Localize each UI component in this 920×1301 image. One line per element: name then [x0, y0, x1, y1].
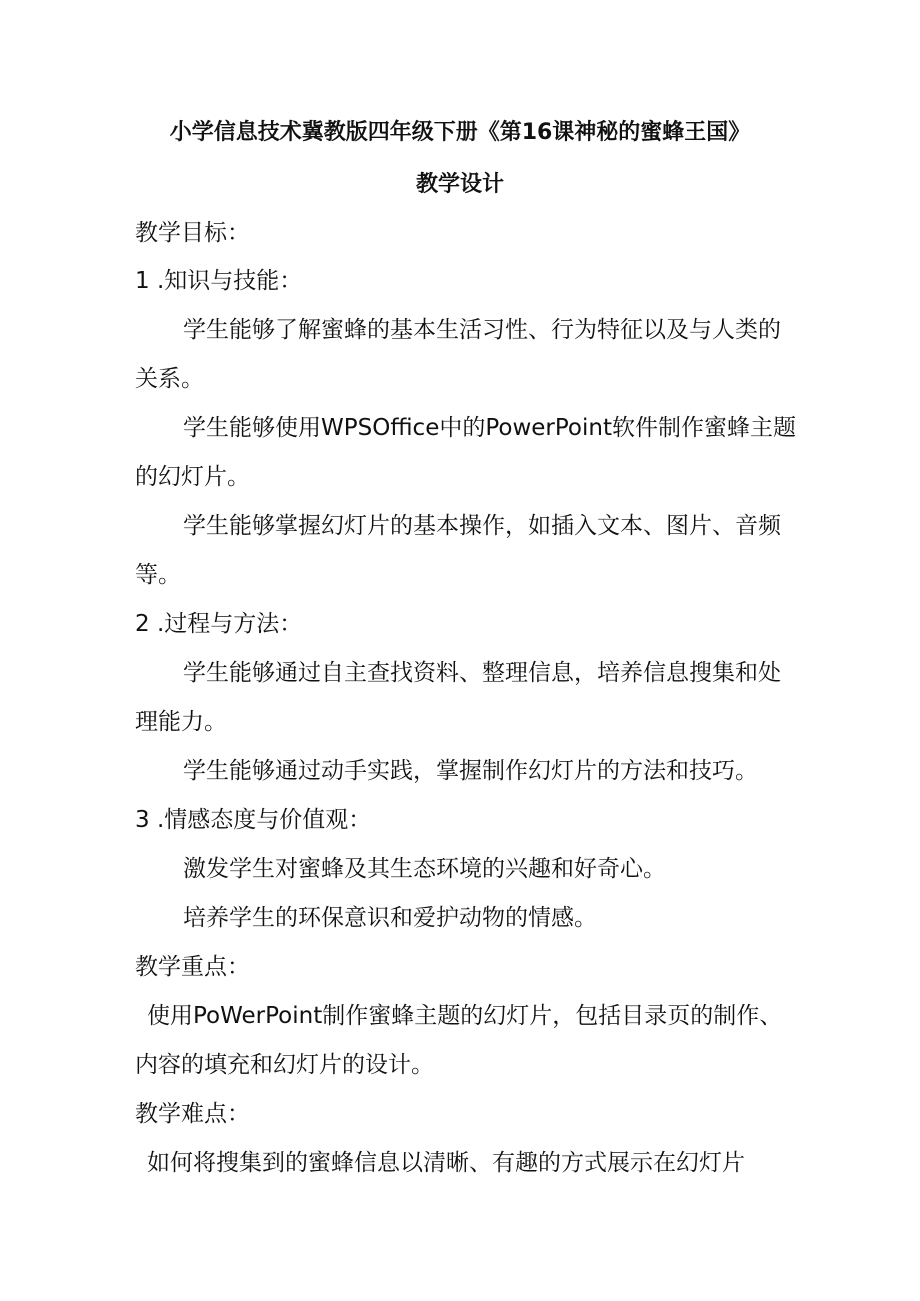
objectives-heading: 教学目标： — [135, 220, 250, 246]
keypoints-heading: 教学重点： — [135, 954, 250, 980]
paragraph-line: 学生能够了解蜜蜂的基本生活习性、行为特征以及与人类的 — [183, 317, 781, 343]
paragraph-line: 学生能够通过自主查找资料、整理信息，培养信息搜集和处 — [183, 660, 781, 686]
paragraph-line: 学生能够通过动手实践，掌握制作幻灯片的方法和技巧。 — [183, 758, 758, 784]
difficulty-heading: 教学难点： — [135, 1101, 250, 1127]
paragraph-line: 培养学生的环保意识和爱护动物的情感。 — [183, 905, 597, 931]
document-subtitle: 教学设计 — [415, 172, 504, 197]
section-heading-attitude: 3 .情感态度与价值观： — [135, 807, 372, 833]
section-heading-knowledge: 1 .知识与技能： — [135, 268, 303, 294]
paragraph-line: 使用PoWerPoint制作蜜蜂主题的幻灯片，包括目录页的制作、 — [147, 1003, 783, 1029]
paragraph-line: 内容的填充和幻灯片的设计。 — [135, 1052, 434, 1078]
paragraph-line: 关系。 — [135, 366, 204, 392]
paragraph-line: 激发学生对蜜蜂及其生态环境的兴趣和好奇心。 — [183, 856, 666, 882]
document-title: 小学信息技术冀教版四年级下册《第16课神秘的蜜蜂王国》 — [169, 120, 751, 145]
paragraph-line: 理能力。 — [135, 709, 227, 735]
section-heading-process: 2 .过程与方法： — [135, 611, 303, 637]
paragraph-line: 学生能够掌握幻灯片的基本操作，如插入文本、图片、音频 — [183, 513, 781, 539]
paragraph-line: 学生能够使用WPSOffice中的PowerPoint软件制作蜜蜂主题 — [183, 415, 796, 441]
paragraph-line: 等。 — [135, 562, 181, 588]
paragraph-line: 的幻灯片。 — [135, 464, 250, 490]
paragraph-line: 如何将搜集到的蜜蜂信息以清晰、有趣的方式展示在幻灯片 — [147, 1150, 745, 1176]
